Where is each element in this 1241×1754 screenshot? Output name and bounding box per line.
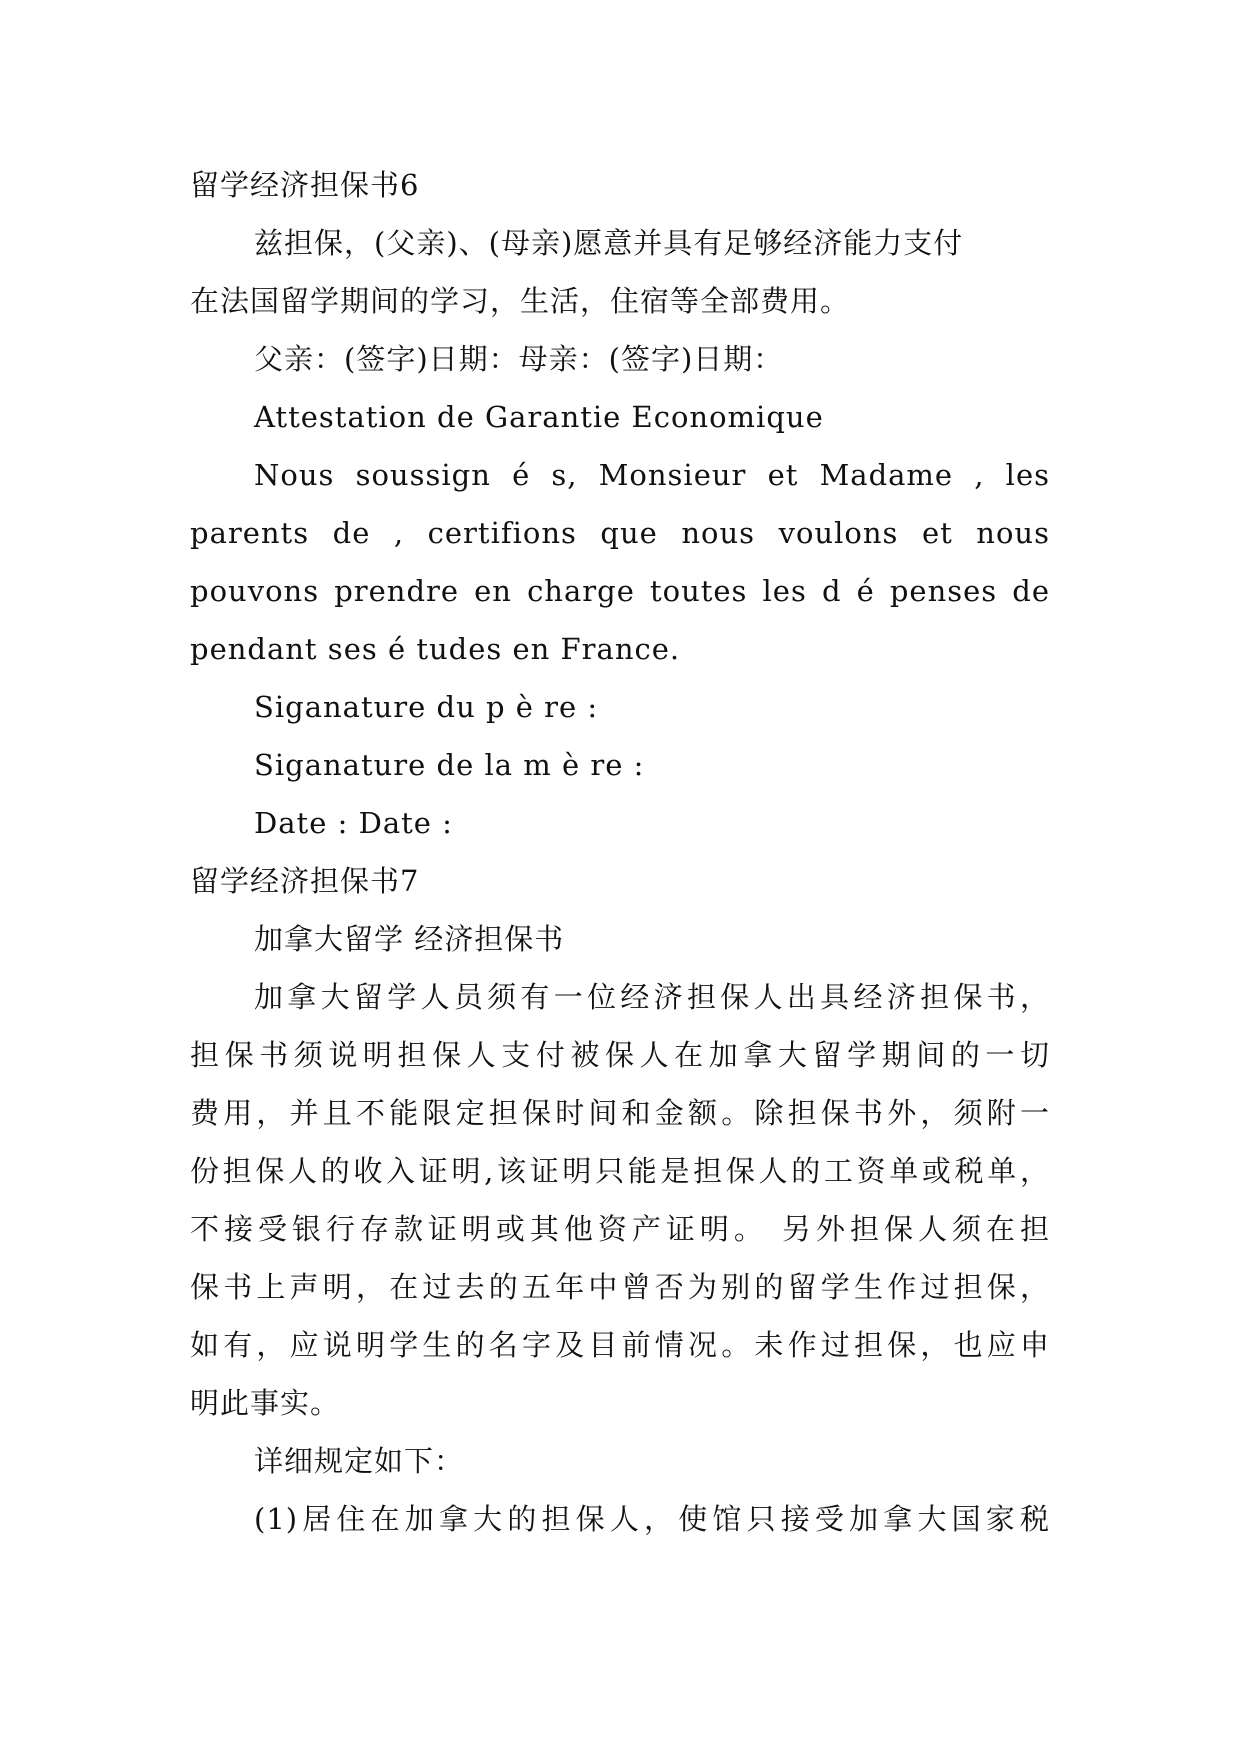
section-6-paragraph-line: 在法国留学期间的学习，生活，住宿等全部费用。 — [190, 284, 851, 318]
french-paragraph-line: parents de , certifions que nous voulons et nous — [190, 516, 1050, 550]
section-7-paragraph-line: 份担保人的收入证明,该证明只能是担保人的工资单或税单， — [190, 1154, 1050, 1188]
section-7-paragraph-line: 担保书须说明担保人支付被保人在加拿大留学期间的一切 — [190, 1038, 1050, 1072]
section-7-paragraph-line: 加拿大留学人员须有一位经济担保人出具经济担保书， — [254, 980, 1050, 1014]
french-paragraph-line: pouvons prendre en charge toutes les d é penses de — [190, 574, 1050, 608]
rules-intro: 详细规定如下： — [254, 1444, 465, 1478]
section-7-paragraph-line: 保书上声明，在过去的五年中曾否为别的留学生作过担保， — [190, 1270, 1050, 1304]
rule-1-line: (1)居住在加拿大的担保人，使馆只接受加拿大国家税 — [254, 1502, 1050, 1536]
section-6-paragraph-line: 兹担保，(父亲)、(母亲)愿意并具有足够经济能力支付 — [254, 226, 964, 260]
father-signature-line: Siganature du p è re : — [254, 690, 599, 724]
date-line: Date : Date : — [254, 806, 453, 840]
french-paragraph-line: Nous soussign é s, Monsieur et Madame , les — [254, 458, 1050, 492]
mother-signature-line: Siganature de la m è re : — [254, 748, 645, 782]
section-6-title: 留学经济担保书6 — [190, 168, 420, 202]
section-7-subtitle: 加拿大留学 经济担保书 — [254, 922, 565, 956]
section-7-paragraph-line: 不接受银行存款证明或其他资产证明。 另外担保人须在担 — [190, 1212, 1050, 1246]
chinese-signature-line: 父亲：(签字)日期：母亲：(签字)日期： — [254, 342, 784, 376]
section-7-paragraph-line: 明此事实。 — [190, 1386, 341, 1420]
section-7-title: 留学经济担保书7 — [190, 864, 420, 898]
french-paragraph-line: pendant ses é tudes en France. — [190, 632, 681, 666]
section-7-paragraph-line: 如有，应说明学生的名字及目前情况。未作过担保，也应申 — [190, 1328, 1050, 1362]
french-title: Attestation de Garantie Economique — [254, 400, 824, 434]
section-7-paragraph-line: 费用，并且不能限定担保时间和金额。除担保书外，须附一 — [190, 1096, 1050, 1130]
